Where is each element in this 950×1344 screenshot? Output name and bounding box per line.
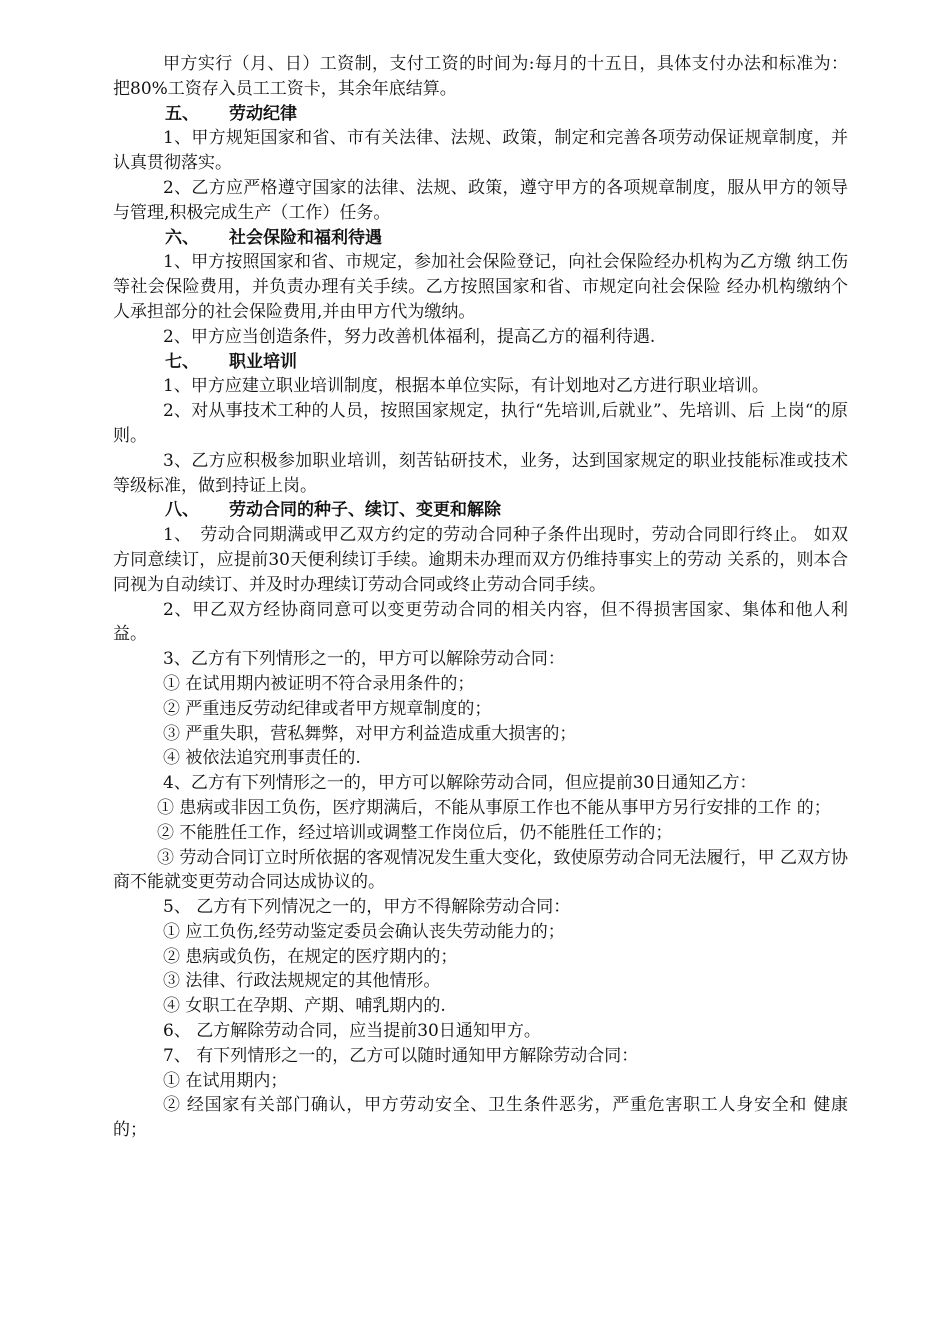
section-heading-5 — [113, 102, 848, 127]
section-title: 职业培训 — [229, 351, 297, 372]
list-item: ② 严重违反劳动纪律或者甲方规章制度的； — [163, 698, 492, 719]
list-item: ③ 严重失职，营私舞弊，对甲方利益造成重大损害的； — [163, 723, 577, 744]
list-item: ③ 劳动合同订立时所依据的客观情况发生重大变化，致使原劳动合同无法履行，甲 乙双方协商不能就变更劳动合同达成协议的。 — [113, 847, 848, 893]
section-number: 七、 — [165, 351, 199, 372]
paragraph: 7、 有下列情形之一的，乙方可以随时通知甲方解除劳动合同： — [163, 1045, 639, 1066]
paragraph: 2、甲乙双方经协商同意可以变更劳动合同的相关内容，但不得损害国家、集体和他人利益。 — [113, 599, 848, 645]
paragraph: 2、乙方应严格遵守国家的法律、法规、政策，遵守甲方的各项规章制度，服从甲方的领导与管理,积极完成生产（工作）任务。 — [113, 177, 848, 223]
paragraph: 4、乙方有下列情形之一的，甲方可以解除劳动合同，但应提前30日通知乙方： — [163, 773, 757, 794]
document-page — [113, 52, 848, 1143]
list-item: ② 不能胜任工作，经过培训或调整工作岗位后，仍不能胜任工作的； — [157, 822, 673, 843]
list-item: ① 在试用期内被证明不符合录用条件的； — [163, 673, 475, 694]
paragraph: 1、甲方规矩国家和省、市有关法律、法规、政策，制定和完善各项劳动保证规章制度，并认真贯彻落实。 — [113, 128, 848, 174]
section-number: 六、 — [165, 227, 199, 248]
list-item: ③ 法律、行政法规规定的其他情形。 — [163, 971, 441, 992]
list-item: ① 在试用期内； — [163, 1070, 288, 1091]
paragraph: 1、甲方按照国家和省、市规定，参加社会保险登记，向社会保险经办机构为乙方缴 纳工伤等社会保险费用，并负责办理有关手续。乙方按照国家和省、市规定向社会保险 经办机构缴纳个人承担部分的社会保险费用,并由甲方代为缴纳。 — [113, 252, 848, 322]
list-item: ④ 女职工在孕期、产期、哺乳期内的. — [163, 996, 446, 1017]
list-item: ② 患病或负伤，在规定的医疗期内的； — [163, 946, 458, 967]
section-heading-6 — [113, 226, 848, 251]
section-number: 八、 — [165, 500, 199, 521]
section-title: 劳动合同的种子、续订、变更和解除 — [229, 500, 501, 521]
section-title: 劳动纪律 — [229, 103, 297, 124]
paragraph: 3、乙方有下列情形之一的，甲方可以解除劳动合同： — [163, 649, 565, 670]
list-item: ④ 被依法追究刑事责任的. — [163, 748, 361, 769]
list-item: ① 应工负伤,经劳动鉴定委员会确认丧失劳动能力的； — [163, 921, 565, 942]
paragraph-wage-payment: 甲方实行（月、日）工资制，支付工资的时间为:每月的十五日，具体支付办法和标准为：把80%工资存入员工工资卡，其余年底结算。 — [113, 54, 848, 99]
paragraph: 6、 乙方解除劳动合同，应当提前30日通知甲方。 — [163, 1021, 541, 1042]
section-heading-8 — [113, 498, 848, 523]
list-item: ② 经国家有关部门确认，甲方劳动安全、卫生条件恶劣，严重危害职工人身安全和 健康的； — [113, 1095, 848, 1141]
paragraph: 2、对从事技术工种的人员，按照国家规定，执行“先培训,后就业”、先培训、后 上岗“的原则。 — [113, 401, 848, 446]
section-number: 五、 — [165, 103, 199, 124]
paragraph: 5、 乙方有下列情况之一的，甲方不得解除劳动合同： — [163, 897, 571, 918]
paragraph: 2、甲方应当创造条件，努力改善机体福利，提高乙方的福利待遇. — [163, 326, 656, 347]
section-title: 社会保险和福利待遇 — [229, 227, 382, 248]
list-item: ① 患病或非因工负伤，医疗期满后，不能从事原工作也不能从事甲方另行安排的工作 的； — [157, 797, 831, 818]
paragraph: 1、甲方应建立职业培训制度，根据本单位实际，有计划地对乙方进行职业培训。 — [163, 376, 769, 397]
section-heading-7 — [113, 350, 848, 375]
paragraph: 3、乙方应积极参加职业培训，刻苦钻研技术，业务，达到国家规定的职业技能标准或技术等级标准，做到持证上岗。 — [113, 450, 848, 496]
paragraph: 1、 劳动合同期满或甲乙双方约定的劳动合同种子条件出现时，劳动合同即行终止。 如双方同意续订，应提前30天便利续订手续。逾期未办理而双方仍维持事实上的劳动 关系的，则本合同视为自动续订、并及时办理续订劳动合同或终止劳动合同手续。 — [113, 525, 848, 595]
